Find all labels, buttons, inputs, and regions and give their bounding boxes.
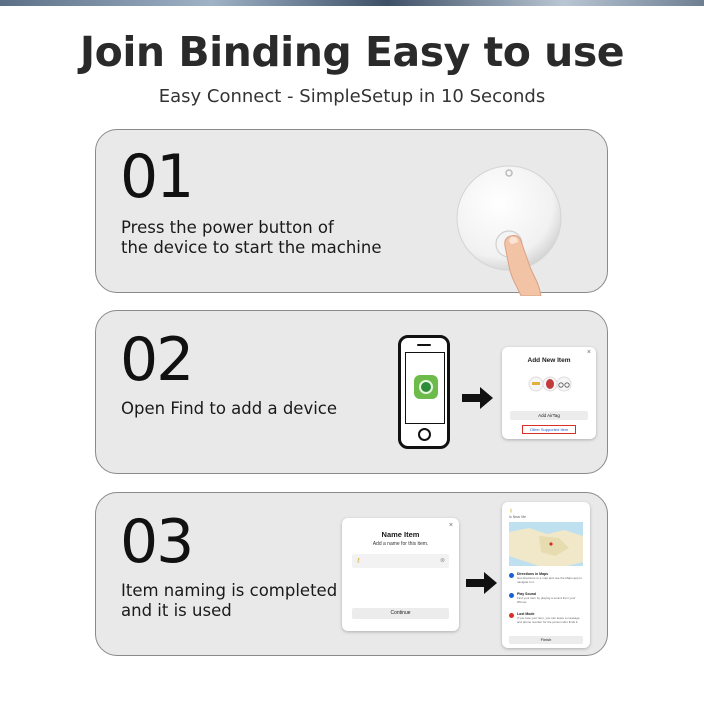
continue-button[interactable]: Continue <box>352 608 449 619</box>
step-3-number: 03 <box>120 507 193 577</box>
option-directions[interactable]: Directions in Maps Get directions to a map and use the Maps app to navigate to it. <box>509 572 585 592</box>
top-banner-strip <box>0 0 704 6</box>
step-1-description <box>121 218 381 258</box>
phone-screen <box>405 352 445 424</box>
close-icon[interactable]: × <box>448 522 453 529</box>
step-2-number: 02 <box>120 325 193 395</box>
map-panel <box>502 502 590 648</box>
other-supported-item-link[interactable]: Other Supported Item <box>522 425 576 434</box>
option-lost-mode[interactable]: Lost Mode If you lose your item, you can leave a message and phone number for the person who finds it. <box>509 612 585 634</box>
add-item-title: Add New Item <box>527 357 571 364</box>
clear-icon[interactable]: ⊗ <box>439 558 445 564</box>
add-airtag-button[interactable]: Add AirTag <box>510 411 588 420</box>
page-subtitle: Easy Connect - SimpleSetup in 10 Seconds <box>158 86 546 107</box>
item-name-input[interactable] <box>352 554 449 568</box>
directions-icon <box>509 573 514 578</box>
tracker-press-illustration <box>451 156 581 296</box>
step-3-line-2: and it is used <box>121 601 232 620</box>
key-icon: ⚷ <box>356 558 361 564</box>
step-1-card <box>95 129 608 293</box>
step-2-card <box>95 310 608 474</box>
step-1-number: 01 <box>120 142 193 212</box>
find-my-app-icon <box>414 375 438 399</box>
arrow-right-icon <box>466 571 498 595</box>
add-new-item-panel <box>502 347 596 439</box>
step-3-card <box>95 492 608 656</box>
name-item-subtitle: Add a name for this item. <box>372 541 429 547</box>
finish-button[interactable]: Finish <box>509 636 583 644</box>
step-3-line-1: Item naming is completed <box>121 581 338 600</box>
lost-mode-icon <box>509 613 514 618</box>
step-1-line-1: Press the power button of <box>121 218 334 237</box>
step-2-description: Open Find to add a device <box>121 399 338 418</box>
item-icons <box>528 375 572 393</box>
map-panel-header: Is Near Me <box>509 515 527 519</box>
map-image <box>509 522 583 566</box>
phone-home-button <box>418 428 431 441</box>
page-title: Join Binding Easy to use <box>79 28 625 76</box>
step-1-line-2: the device to start the machine <box>121 238 382 257</box>
close-icon[interactable]: × <box>586 349 591 356</box>
map-panel-options <box>509 572 585 634</box>
name-item-panel <box>342 518 459 631</box>
key-icon: ⚷ <box>509 508 513 514</box>
name-item-title: Name Item <box>381 530 420 539</box>
phone-icon <box>398 335 450 449</box>
play-sound-icon <box>509 593 514 598</box>
option-play-sound[interactable]: Play Sound Find your item by playing a sound from your iPhone. <box>509 592 585 612</box>
arrow-right-icon <box>462 386 494 410</box>
step-3-description <box>121 581 337 621</box>
phone-speaker <box>417 344 431 346</box>
